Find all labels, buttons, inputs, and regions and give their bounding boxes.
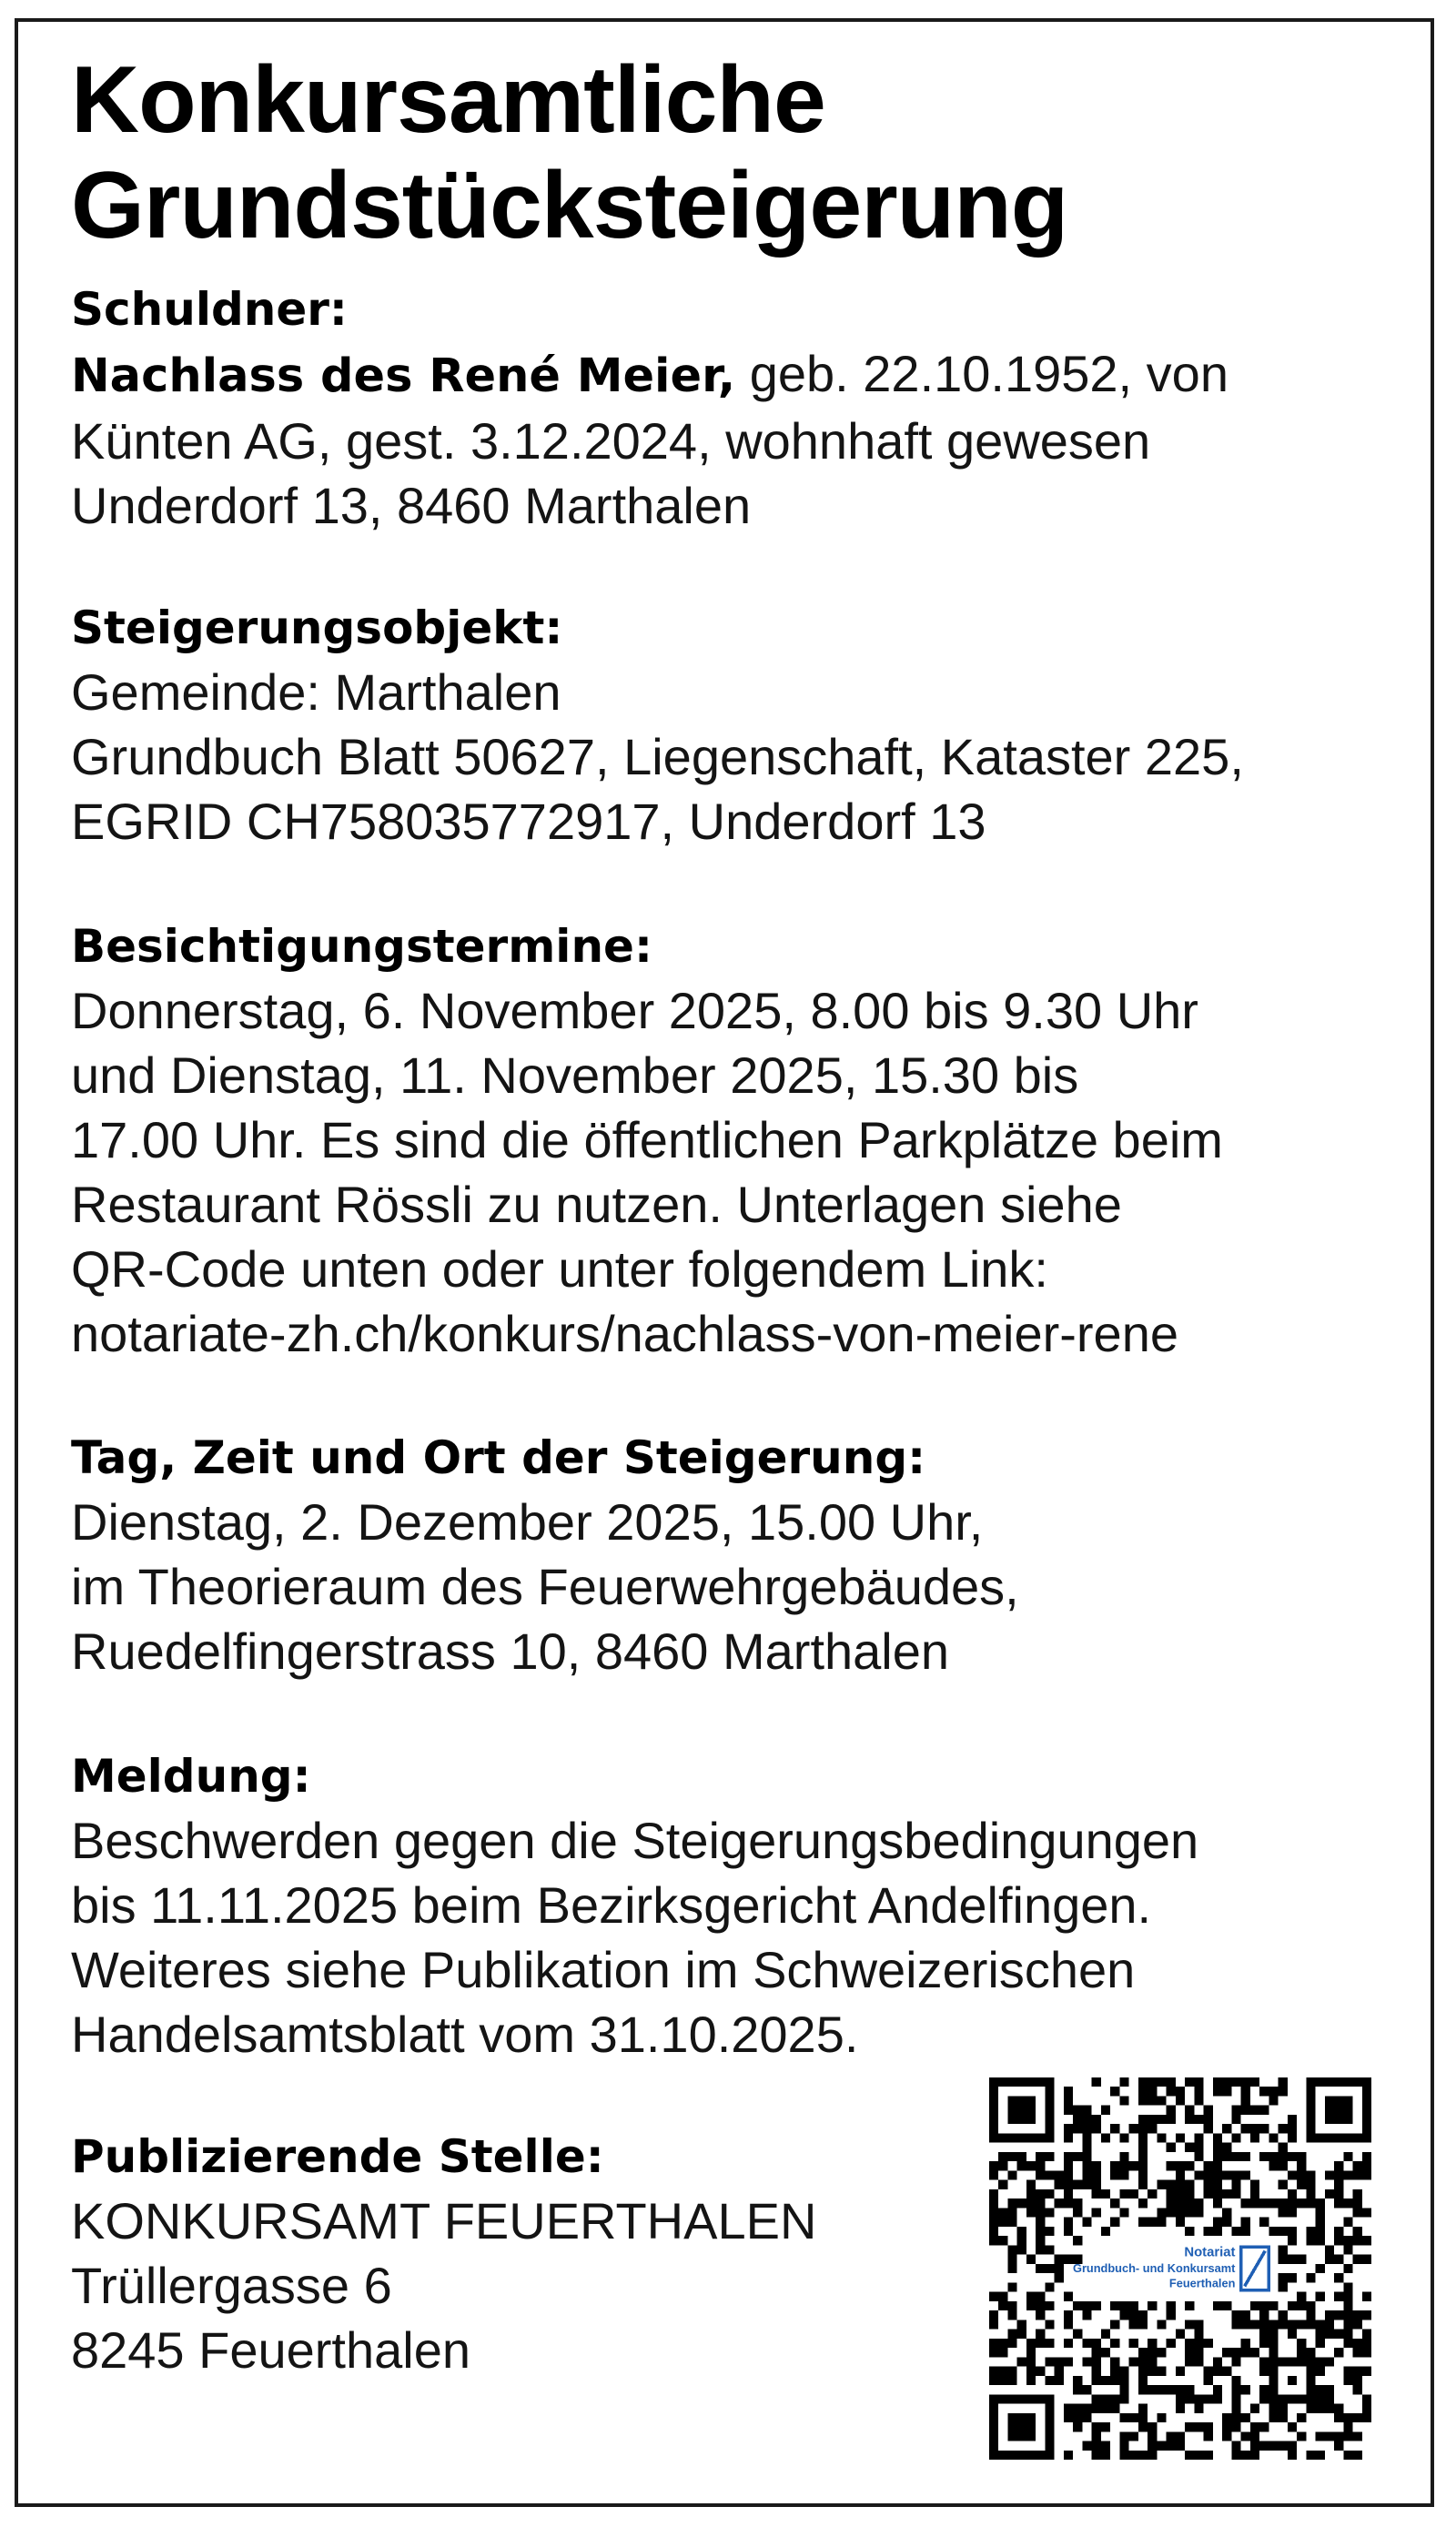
title-line-2: Grundstücksteigerung — [71, 153, 1068, 258]
qr-code-icon[interactable] — [989, 2077, 1371, 2460]
besichtigung-line: Restaurant Rössli zu nutzen. Unterlagen siehe — [71, 1176, 1122, 1233]
publizierend-line: 8245 Feuerthalen — [71, 2321, 471, 2379]
meldung-line: Beschwerden gegen die Steigerungsbedingungen — [71, 1812, 1199, 1869]
meldung-heading: Meldung: — [71, 1750, 311, 1803]
besichtigung-line: QR-Code unten oder unter folgendem Link: — [71, 1240, 1048, 1298]
section-schuldner — [71, 278, 1381, 538]
publizierend-line: KONKURSAMT FEUERTHALEN — [71, 2192, 817, 2249]
besichtigung-line: 17.00 Uhr. Es sind die öffentlichen Parkplätze beim — [71, 1111, 1223, 1168]
objekt-line: EGRID CH758035772917, Underdorf 13 — [71, 793, 986, 850]
title-line-1: Konkursamtliche — [71, 47, 825, 153]
steigerung-line: Ruedelfingerstrass 10, 8460 Marthalen — [71, 1622, 950, 1680]
debtor-name: Nachlass des René Meier, — [71, 349, 736, 403]
objekt-line: Gemeinde: Marthalen — [71, 663, 561, 721]
meldung-line: Handelsamtsblatt vom 31.10.2025. — [71, 2006, 859, 2063]
page-title — [71, 47, 1067, 258]
besichtigung-line: Donnerstag, 6. November 2025, 8.00 bis 9.30 Uhr — [71, 982, 1198, 1039]
steigerung-heading: Tag, Zeit und Ort der Steigerung: — [71, 1431, 926, 1484]
steigerung-line: Dienstag, 2. Dezember 2025, 15.00 Uhr, — [71, 1493, 984, 1551]
schuldner-line-3: Underdorf 13, 8460 Marthalen — [71, 477, 752, 534]
meldung-line: Weiteres siehe Publikation im Schweizerischen — [71, 1941, 1136, 1998]
besichtigung-line: und Dienstag, 11. November 2025, 15.30 bis — [71, 1046, 1079, 1104]
objekt-heading: Steigerungsobjekt: — [71, 601, 563, 654]
schuldner-line-2: Künten AG, gest. 3.12.2024, wohnhaft gewesen — [71, 412, 1151, 470]
section-objekt — [71, 596, 1381, 854]
section-steigerung — [71, 1426, 1381, 1683]
notariat-logo — [1073, 2238, 1273, 2300]
objekt-line: Grundbuch Blatt 50627, Liegenschaft, Kataster 225, — [71, 728, 1244, 785]
documents-link[interactable]: notariate-zh.ch/konkurs/nachlass-von-meier-rene — [71, 1305, 1178, 1362]
publizierend-heading: Publizierende Stelle: — [71, 2130, 604, 2183]
meldung-line: bis 11.11.2025 beim Bezirksgericht Andelfingen. — [71, 1876, 1152, 1934]
logo-line-1: Notariat — [1184, 2245, 1236, 2260]
logo-line-2: Grundbuch- und Konkursamt — [1072, 2261, 1236, 2276]
debtor-birth: geb. 22.10.1952, von — [735, 345, 1228, 402]
logo-line-3: Feuerthalen — [1168, 2276, 1236, 2290]
section-meldung — [71, 1744, 1381, 2067]
publizierend-line: Trüllergasse 6 — [71, 2257, 392, 2314]
schuldner-heading: Schuldner: — [71, 283, 348, 336]
besichtigung-heading: Besichtigungstermine: — [71, 920, 652, 973]
schuldner-line-1 — [71, 341, 1381, 409]
section-besichtigung — [71, 915, 1381, 1366]
steigerung-line: im Theorieraum des Feuerwehrgebäudes, — [71, 1558, 1019, 1615]
